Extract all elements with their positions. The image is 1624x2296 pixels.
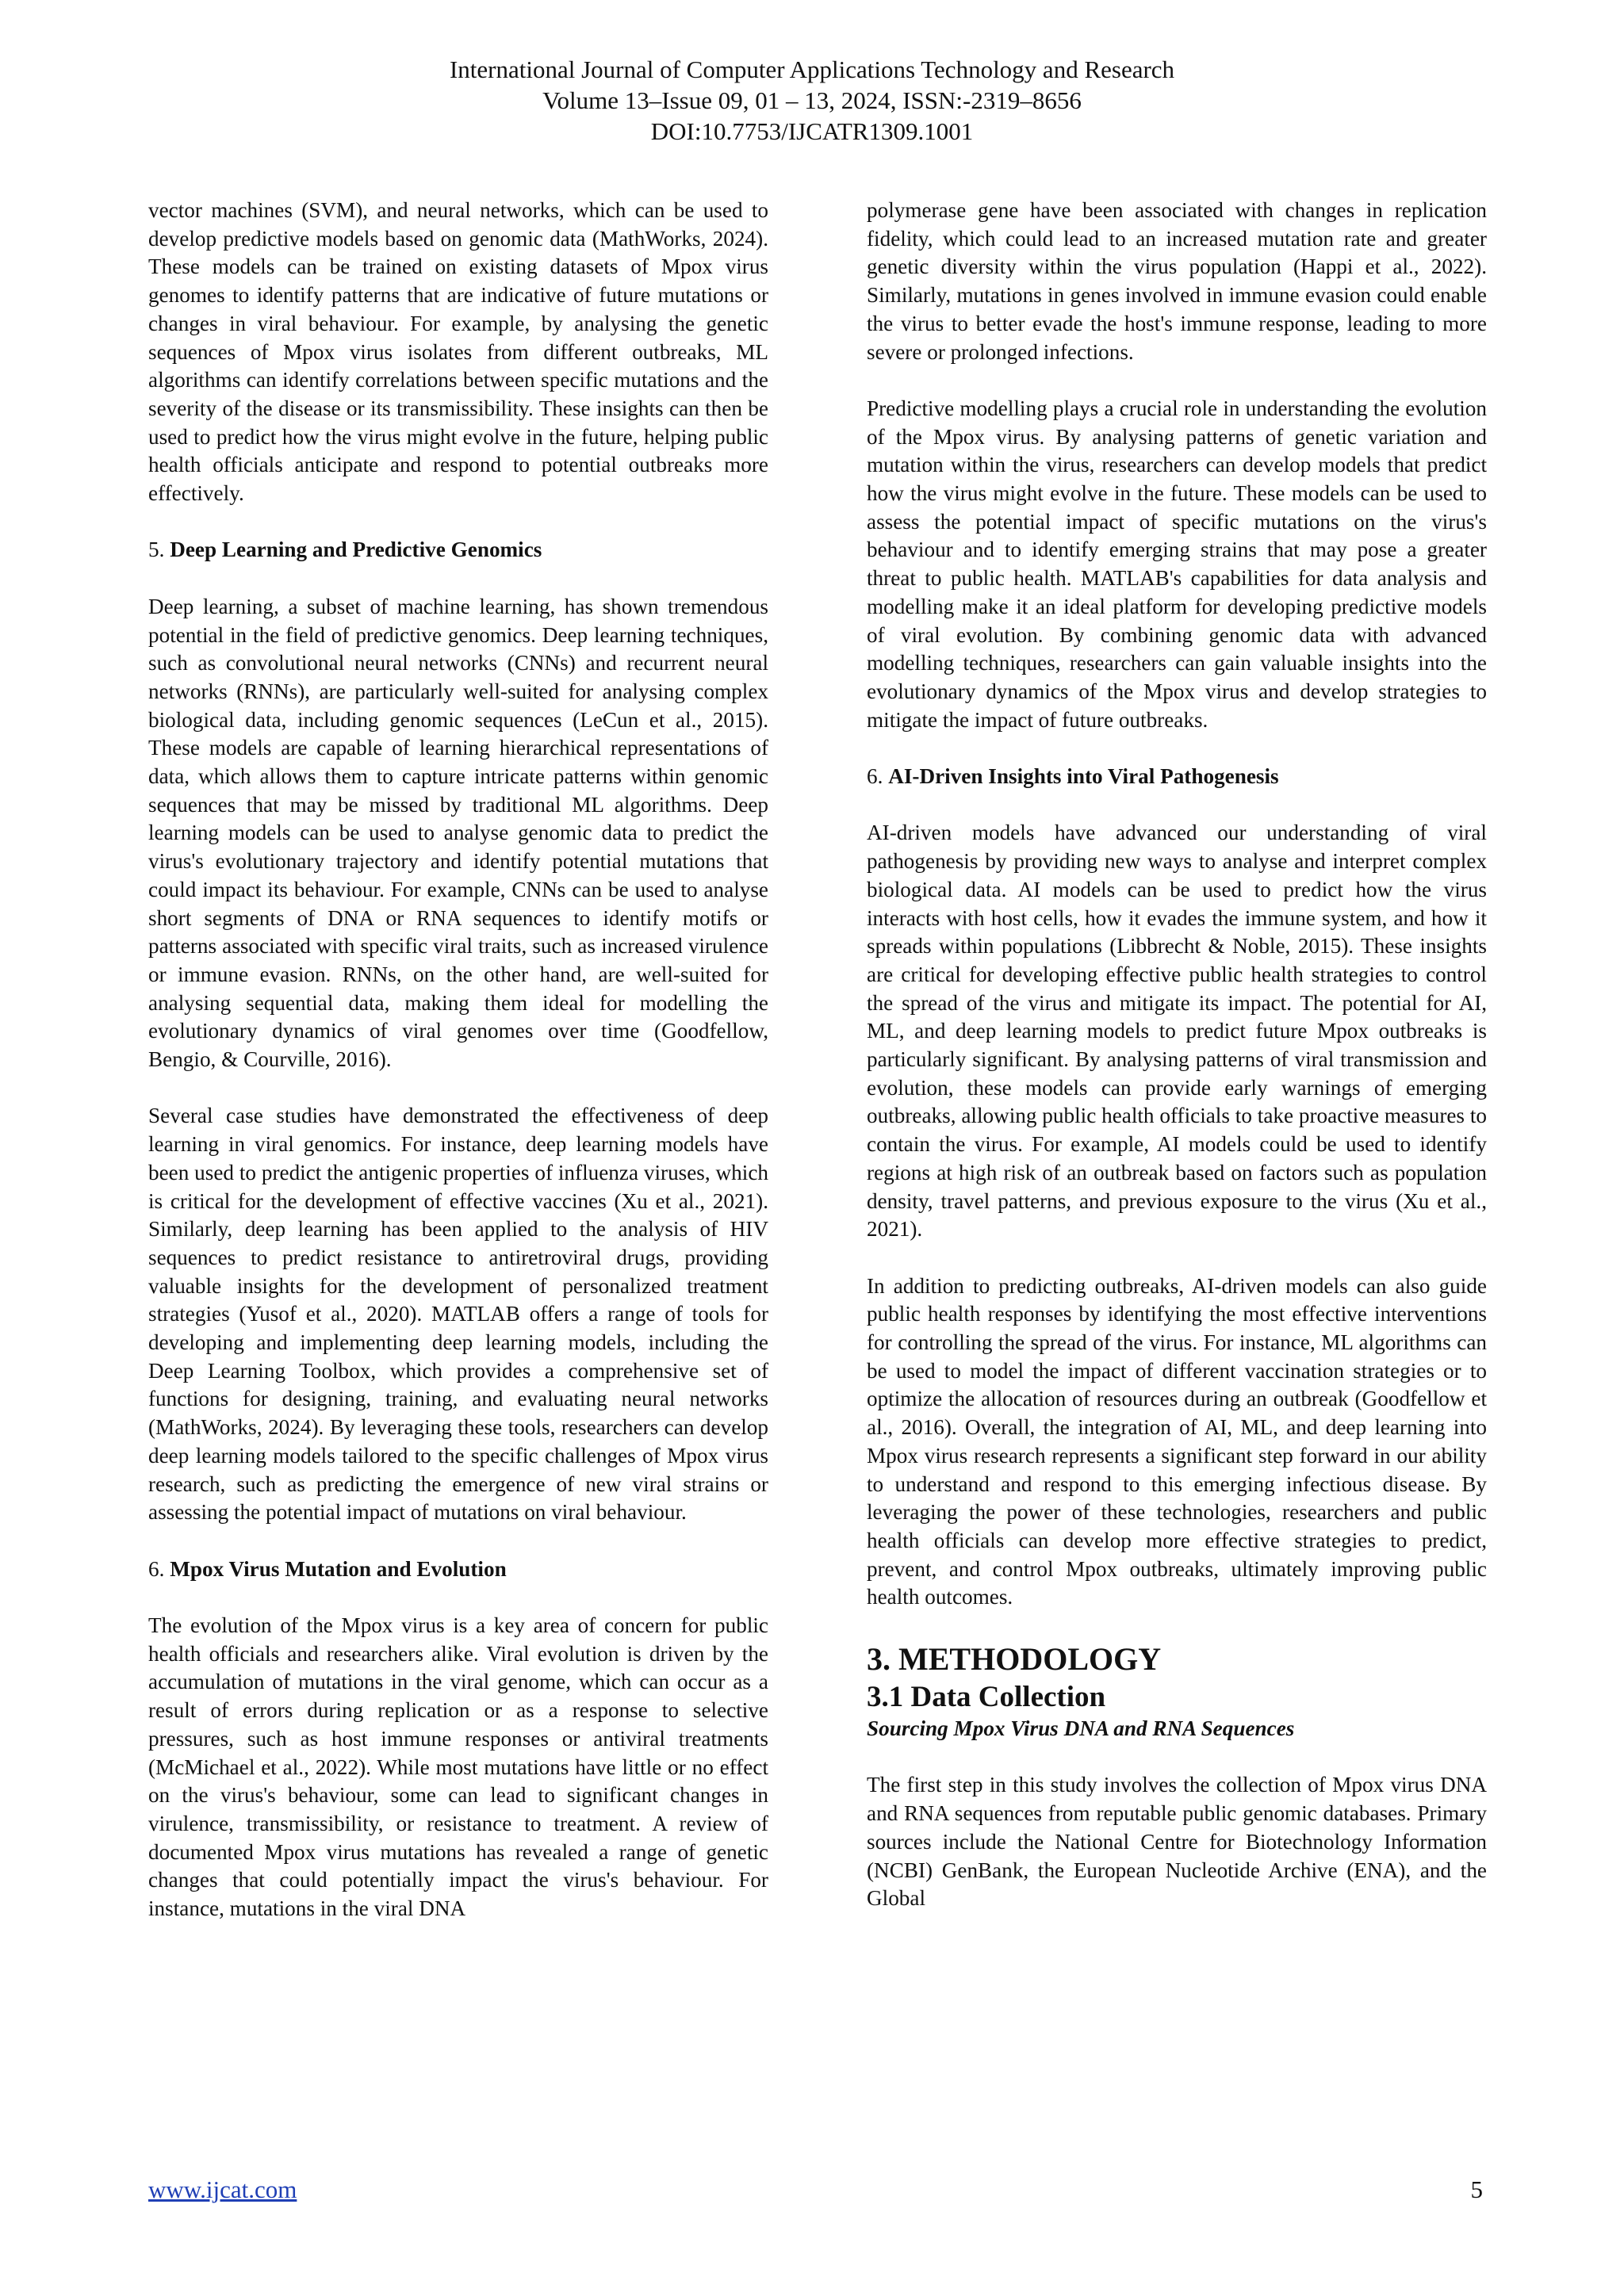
paragraph: AI-driven models have advanced our understanding of viral pathogenesis by providing new ways to analyse and interpret complex biological data. AI models can be used to predict how the virus interacts with host cells, how it evades the immune system, and how it spreads within populations (Libbrecht & Noble, 2015). These insights are critical for developing effective public health strategies to control the spread of the virus and mitigate its impact. The potential for AI, ML, and deep learning models to predict future Mpox outbreaks is particularly significant. By analysing patterns of viral transmission and evolution, these models can provide early warnings of emerging outbreaks, allowing public health officials to take proactive measures to contain the virus. For example, AI models could be used to identify regions at high risk of an outbreak based on factors such as population density, travel patterns, and previous exposure to the virus (Xu et al., 2021). [867, 821, 1487, 1242]
subheading-mpox-mutation [148, 1556, 768, 1584]
page-number: 5 [1470, 2175, 1483, 2203]
journal-volume-issue: Volume 13–Issue 09, 01 – 13, 2024, ISSN:-2319–8656 [542, 86, 1082, 114]
paragraph: The evolution of the Mpox virus is a key area of concern for public health officials and researchers alike. Viral evolution is driven by the accumulation of mutations in the viral genome, which can occur as a result of errors during replication or as a response to selective pressures, such as host immune responses or antiviral treatments (McMichael et al., 2022). While most mutations have little or no effect on the virus's behaviour, some can lead to significant changes in virulence, transmissibility, or resistance to treatment. A review of documented Mpox virus mutations has revealed a range of genetic changes that could potentially impact the virus's behaviour. For instance, mutations in the viral DNA [148, 1613, 768, 1921]
subheading-title: Mpox Virus Mutation and Evolution [170, 1556, 507, 1581]
right-column [867, 197, 1487, 1913]
subheading-title: Deep Learning and Predictive Genomics [170, 538, 542, 562]
paragraph: polymerase gene have been associated with changes in replication fidelity, which could lead to an increased mutation rate and greater genetic diversity within the virus population (Happi et al., 2022). Similarly, mutations in genes involved in immune evasion could enable the virus to better evade the host's immune response, leading to more severe or prolonged infections. [867, 198, 1487, 364]
paragraph: The first step in this study involves the collection of Mpox virus DNA and RNA sequences from reputable public genomic databases. Primary sources include the National Centre for Biotechnology Information (NCBI) GenBank, the European Nucleotide Archive (ENA), and the Global [867, 1773, 1487, 1911]
paragraph: vector machines (SVM), and neural networks, which can be used to develop predictive models based on genomic data (MathWorks, 2024). These models can be trained on existing datasets of Mpox virus genomes to identify patterns that are indicative of future mutations or changes in viral behaviour. For example, by analysing the genetic sequences of Mpox virus isolates from different outbreaks, ML algorithms can identify correlations between specific mutations and the severity of the disease or its transmissibility. These insights can then be used to predict how the virus might evolve in the future, helping public health officials anticipate and respond to potential outbreaks more effectively. [148, 198, 768, 506]
paragraph: Several case studies have demonstrated the effectiveness of deep learning in viral genomics. For instance, deep learning models have been used to predict the antigenic properties of influenza viruses, which is critical for the development of effective vaccines (Xu et al., 2021). Similarly, deep learning has been applied to the analysis of HIV sequences to predict resistance to antiretroviral drugs, providing valuable insights for the development of personalized treatment strategies (Yusof et al., 2020). MATLAB offers a range of tools for developing and implementing deep learning models, including the Deep Learning Toolbox, which provides a comprehensive set of functions for designing, training, and evaluating neural networks (MathWorks, 2024). By leveraging these tools, researchers can develop deep learning models tailored to the specific challenges of Mpox virus research, such as predicting the emergence of new viral strains or assessing the potential impact of mutations on viral behaviour. [148, 1104, 768, 1525]
website-link[interactable]: www.ijcat.com [148, 2175, 297, 2203]
subheading-ai-insights [867, 763, 1487, 791]
paragraph: Predictive modelling plays a crucial role in understanding the evolution of the Mpox virus. By analysing patterns of genetic variation and mutation within the virus, researchers can develop models that predict how the virus might evolve in the future. These models can be used to assess the potential impact of specific mutations on the virus's behaviour and to identify emerging strains that may pose a greater threat to public health. MATLAB's capabilities for data analysis and modelling make it an ideal platform for developing predictive models of viral evolution. By combining genomic data with advanced modelling techniques, researchers can gain valuable insights into the evolutionary dynamics of the Mpox virus and develop strategies to mitigate the impact of future outbreaks. [867, 396, 1487, 732]
subheading-title: AI-Driven Insights into Viral Pathogenesis [888, 764, 1279, 789]
paragraph: Deep learning, a subset of machine learning, has shown tremendous potential in the field of predictive genomics. Deep learning techniques, such as convolutional neural networks (CNNs) and recurrent neural networks (RNNs), are particularly well-suited for analysing complex biological data, including genomic sequences (LeCun et al., 2015). These models are capable of learning hierarchical representations of data, which allows them to capture intricate patterns within genomic sequences that may be missed by traditional ML algorithms. Deep learning models can be used to analyse genomic data to predict the virus's evolutionary trajectory and identify potential mutations that could impact its behaviour. For example, CNNs can be used to analyse short segments of DNA or RNA sequences to identify motifs or patterns associated with specific viral traits, such as increased virulence or immune evasion. RNNs, on the other hand, are well-suited for analysing sequential data, making them ideal for modelling the evolutionary dynamics of viral genomes over time (Goodfellow, Bengio, & Courville, 2016). [148, 594, 768, 1072]
subheading-deep-learning [148, 536, 768, 564]
journal-header [0, 54, 1624, 147]
subheading-number: 6. [867, 764, 883, 789]
subheading-number: 5. [148, 538, 165, 562]
section-heading-methodology: 3. METHODOLOGY [867, 1641, 1162, 1678]
journal-title: International Journal of Computer Applications Technology and Research [449, 55, 1175, 83]
left-column [148, 197, 768, 1923]
journal-doi: DOI:10.7753/IJCATR1309.1001 [650, 117, 974, 145]
paragraph: In addition to predicting outbreaks, AI-driven models can also guide public health responses by identifying the most effective interventions for controlling the spread of the virus. For instance, ML algorithms can be used to model the impact of different vaccination strategies or to optimize the allocation of resources during an outbreak (Goodfellow et al., 2016). Overall, the integration of AI, ML, and deep learning into Mpox virus research represents a significant step forward in our ability to understand and respond to this emerging infectious disease. By leveraging the power of these technologies, researchers and public health officials can develop more effective strategies to predict, prevent, and control Mpox outbreaks, ultimately improving public health outcomes. [867, 1273, 1487, 1609]
subheading-number: 6. [148, 1556, 165, 1581]
subsection-heading-data-collection: 3.1 Data Collection [867, 1681, 1106, 1714]
subsubsection-heading: Sourcing Mpox Virus DNA and RNA Sequences [867, 1716, 1295, 1741]
